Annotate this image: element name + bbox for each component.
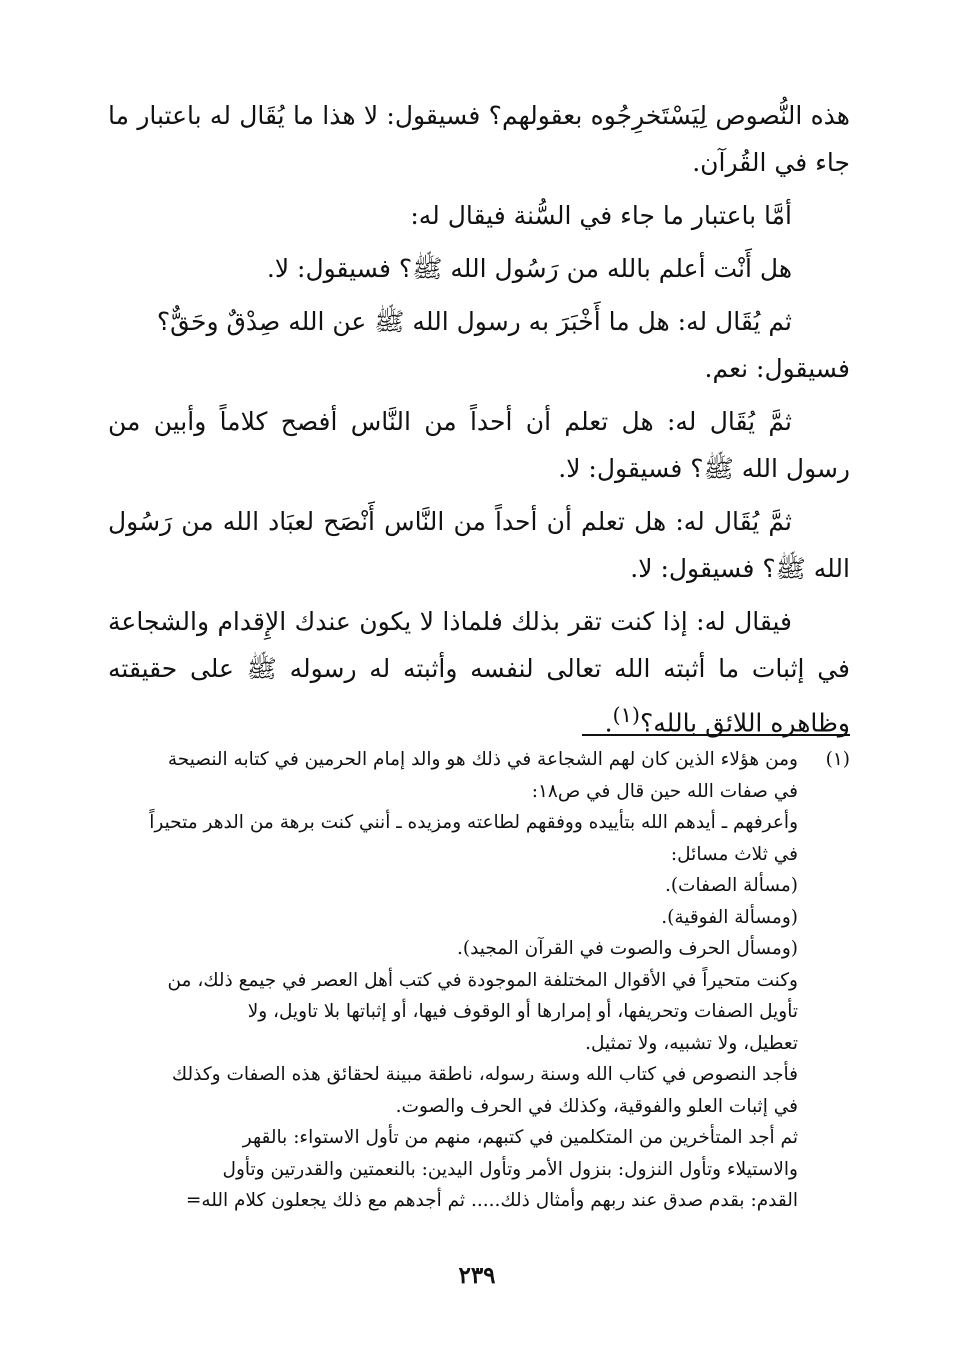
paragraph-text: فيقال له: إذا كنت تقر بذلك فلماذا لا يكون عندك الإِقدام والشجاعة في إثبات ما أثبته الله تعالى لنفسه وأثبته له رسوله ﷺ على حقيقته وظاهره اللائق بالله؟ — [108, 607, 850, 738]
paragraph: أمَّا باعتبار ما جاء في السُّنة فيقال له: — [410, 201, 792, 230]
footnote-1 — [108, 744, 850, 1217]
footnote-line: (ومسأل الحرف والصوت في القرآن المجيد). — [456, 938, 798, 959]
footnote-separator — [582, 734, 850, 736]
paragraph: ثمَّ يُقَال له: هل تعلم أن أحداً من النَّاس أَنْصَح لعبَاد الله من رَسُول الله ﷺ؟ فسيقول: لا. — [108, 507, 850, 583]
footnote-reference[interactable]: (١) — [612, 703, 640, 727]
footnote-line: فأجد النصوص في كتاب الله وسنة رسوله، ناطقة مبينة لحقائق هذه الصفات وكذلك — [171, 1064, 798, 1085]
paragraph: هل أَنْت أعلم بالله من رَسُول الله ﷺ؟ فسيقول: لا. — [266, 254, 792, 283]
page-number: ٢٣٩ — [458, 1262, 496, 1289]
footnote-line: والاستيلاء وتأول النزول: بنزول الأمر وتأول اليدين: بالنعمتين والقدرتين وتأول — [222, 1158, 798, 1180]
paragraph — [108, 598, 850, 746]
paragraph: هذه النُّصوص لِيَسْتَخرِجُوه بعقولهم؟ فسيقول: لا هذا ما يُقَال له باعتبار ما جاء في القُرآن. — [108, 101, 850, 177]
footnote-line: (ومسألة الفوقية). — [661, 906, 798, 928]
footnote-line: تعطيل، ولا تشبيه، ولا تمثيل. — [585, 1032, 798, 1054]
paragraph: ثمَّ يُقَال له: هل تعلم أن أحداً من النَّاس أفصح كلاماً وأبين من رسول الله ﷺ؟ فسيقول: لا. — [108, 407, 850, 483]
footnote-line: في صفات الله حين قال في ص١٨: — [531, 780, 798, 802]
footnote-line: وأعرفهم ـ أيدهم الله بتأييده ووفقهم لطاعته ومزيده ـ أنني كنت برهة من الدهر متحيراً — [149, 812, 798, 833]
footnotes — [108, 744, 850, 1217]
footnote-line: القدم: بقدم صدق عند ربهم وأمثال ذلك..... ثم أجدهم مع ذلك يجعلون كلام الله= — [185, 1190, 798, 1211]
footnote-line: في ثلاث مسائل: — [670, 843, 798, 865]
footnote-line: تأويل الصفات وتحريفها، أو إمرارها أو الوقوف فيها، أو إثباتها بلا تاويل، ولا — [247, 1001, 798, 1022]
paragraph-end: . — [604, 708, 613, 738]
paragraph: ثم يُقَال له: هل ما أَخْبَرَ به رسول الله ﷺ عن الله صِدْقٌ وحَقٌّ؟ — [156, 307, 792, 336]
footnote-line: ومن هؤلاء الذين كان لهم الشجاعة في ذلك هو والد إمام الحرمين في كتابه النصيحة — [167, 749, 798, 770]
footnote-line: (مسألة الصفات). — [664, 875, 798, 896]
footnote-line: في إثبات العلو والفوقية، وكذلك في الحرف والصوت. — [395, 1095, 798, 1117]
footnote-marker: (١) — [825, 749, 850, 770]
footnote-line: وكنت متحيراً في الأقوال المختلفة الموجودة في كتب أهل العصر في جيمع ذلك، من — [167, 969, 798, 991]
main-text — [108, 92, 850, 746]
footnote-line: ثم أجد المتأخرين من المتكلمين في كتبهم، منهم من تأول الاستواء: بالقهر — [242, 1127, 798, 1148]
paragraph: فسيقول: نعم. — [704, 354, 850, 383]
